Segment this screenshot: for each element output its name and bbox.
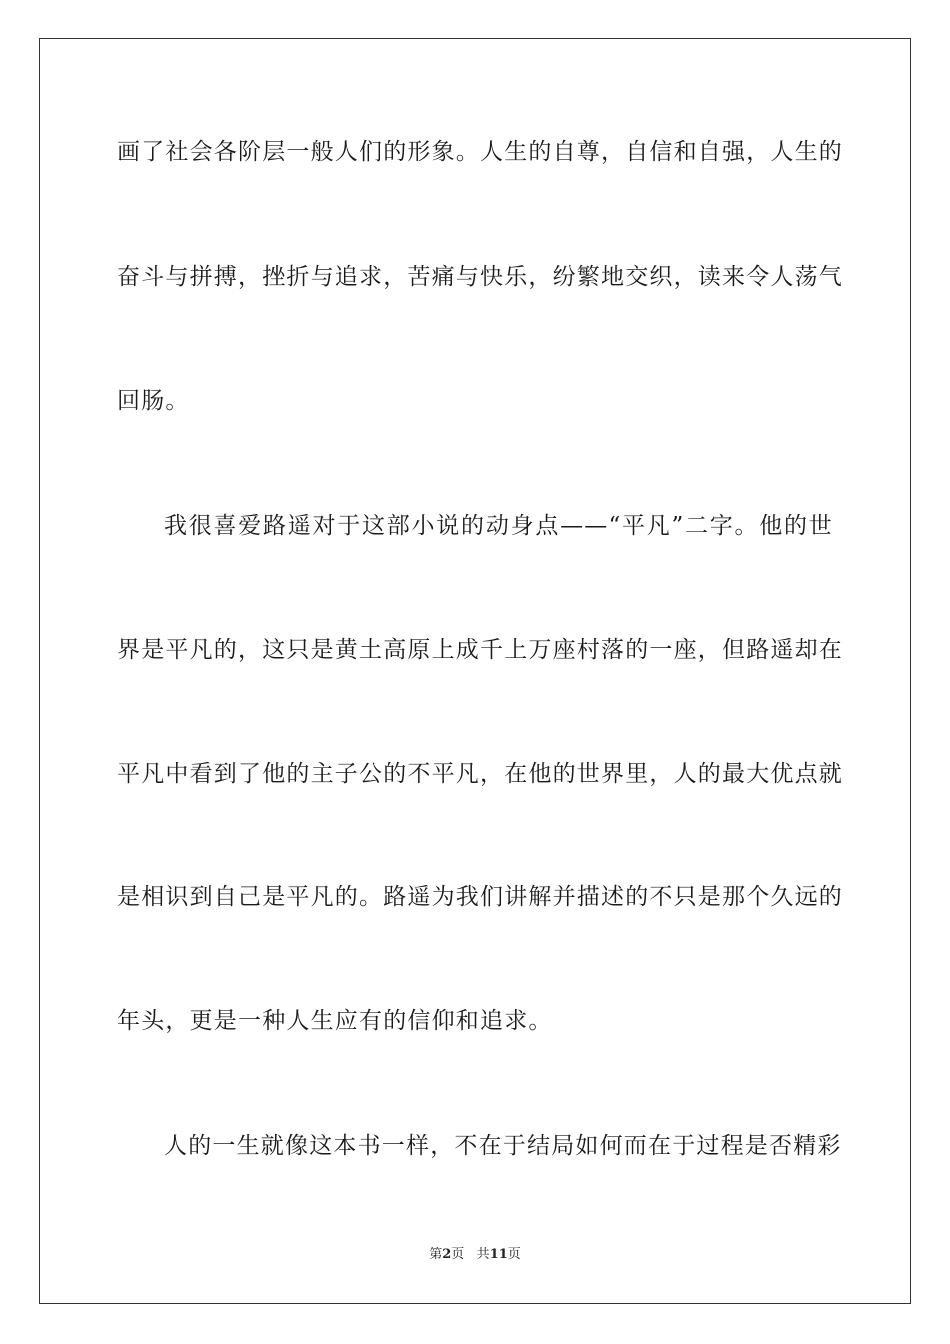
text-line-1: 画了社会各阶层一般人们的形象。人生的自尊，自信和自强，人生的 [117, 139, 843, 165]
page-number: 2 [442, 1247, 452, 1262]
text-line-5: 界是平凡的，这只是黄土高原上成千上万座村落的一座，但路遥却在 [117, 637, 843, 663]
text-line-8: 年头，更是一种人生应有的信仰和追求。 [117, 1008, 553, 1034]
total-prefix: 共 [476, 1247, 490, 1262]
text-line-2: 奋斗与拼搏，挫折与追求，苦痛与快乐，纷繁地交织，读来令人荡气 [117, 264, 843, 290]
text-line-7: 是相识到自己是平凡的。路遥为我们讲解并描述的不只是那个久远的 [117, 884, 843, 910]
page-frame [39, 38, 911, 1304]
total-suffix: 页 [507, 1247, 521, 1262]
total-pages: 11 [489, 1247, 508, 1262]
page-suffix: 页 [451, 1247, 465, 1262]
text-line-9: 人的一生就像这本书一样，不在于结局如何而在于过程是否精彩 [164, 1133, 842, 1159]
text-line-6: 平凡中看到了他的主子公的不平凡，在他的世界里，人的最大优点就 [117, 761, 843, 787]
text-line-4: 我很喜爱路遥对于这部小说的动身点——“平凡”二字。他的世 [164, 513, 833, 539]
text-line-3: 回肠。 [117, 388, 190, 414]
page-footer [0, 1246, 950, 1264]
page-prefix: 第 [429, 1247, 443, 1262]
